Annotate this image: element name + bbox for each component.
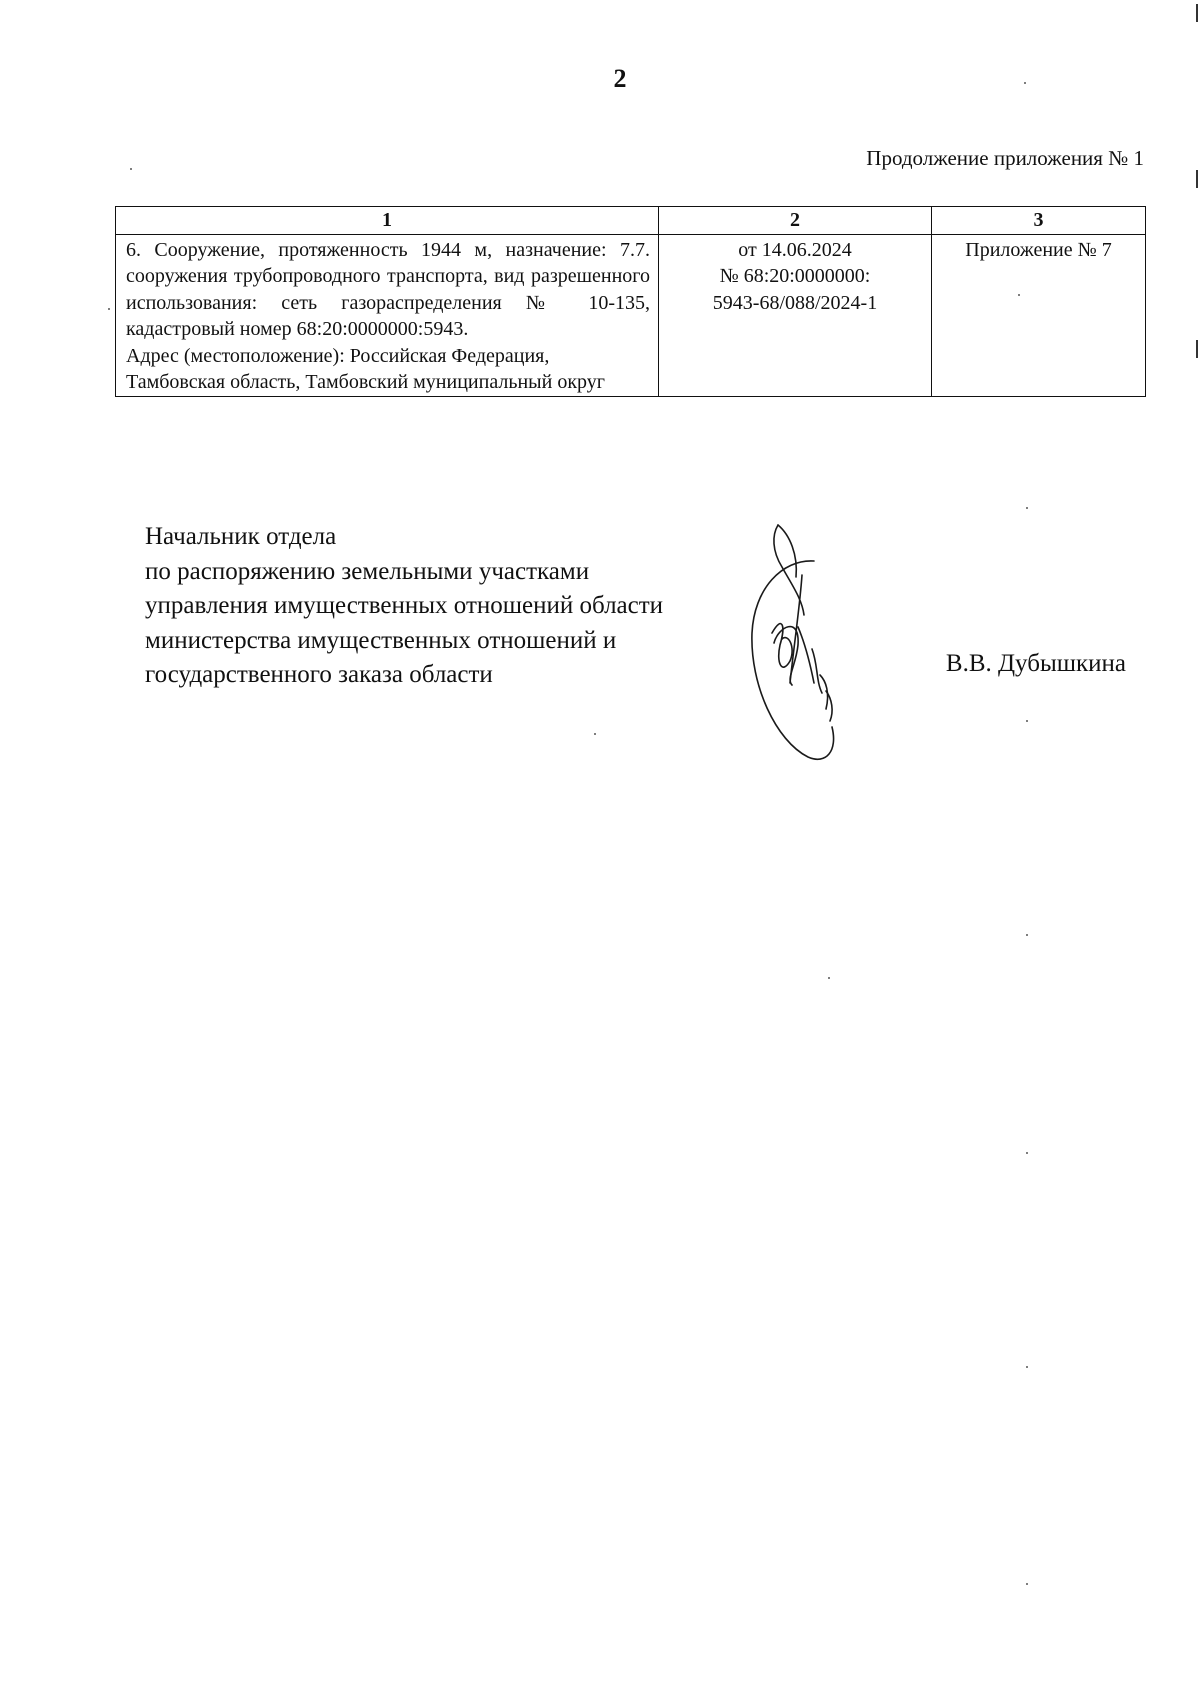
- position-line-3: управления имущественных отношений области: [145, 592, 664, 619]
- object-description: 6. Сооружение, протяженность 1944 м, назначение: 7.7. сооружения трубопроводного транспорта, вид разрешенного использования: сеть газораспределения № 10-135, кадастровый номер 68:20:0000000:5943.: [126, 238, 650, 340]
- scan-speck: [594, 733, 596, 735]
- object-address: Адрес (местоположение): Российская Федерация, Тамбовская область, Тамбовский муниципальный округ: [126, 344, 605, 393]
- continuation-header: Продолжение приложения № 1: [866, 146, 1144, 170]
- column-header-1: 1: [116, 207, 659, 235]
- scan-edge-mark: [1196, 340, 1198, 358]
- object-description-cell: [116, 234, 659, 396]
- position-line-4: министерства имущественных отношений и: [145, 626, 617, 654]
- page-number: 2: [613, 64, 627, 93]
- column-header-2: 2: [659, 207, 932, 235]
- scan-speck: [828, 977, 830, 979]
- signatory-position: [145, 520, 663, 693]
- appendix-reference-cell: Приложение № 7: [932, 234, 1146, 396]
- scan-speck: [1026, 934, 1028, 936]
- registration-number-part1: № 68:20:0000000:: [719, 265, 871, 287]
- scan-edge-mark: [1196, 170, 1198, 188]
- scan-speck: [1026, 1152, 1028, 1154]
- position-line-1: Начальник отдела: [145, 523, 337, 550]
- scan-speck: [1018, 294, 1020, 296]
- table-header-row: [116, 207, 1146, 235]
- appendix-table: [115, 206, 1146, 397]
- table-row: [116, 234, 1146, 396]
- handwritten-signature: [742, 515, 862, 770]
- scan-edge-mark: [1196, 4, 1198, 22]
- signer-name: В.В. Дубышкина: [945, 650, 1126, 677]
- column-header-3: 3: [932, 207, 1146, 235]
- scan-speck: [1026, 1366, 1028, 1368]
- scan-speck: [1026, 507, 1028, 509]
- position-line-5: государственного заказа области: [145, 661, 493, 688]
- scan-speck: [130, 168, 132, 170]
- registration-cell: [659, 234, 932, 396]
- scan-speck: [1024, 82, 1026, 84]
- scan-speck: [108, 308, 110, 310]
- registration-number-part2: 5943-68/088/2024-1: [712, 291, 878, 314]
- scan-speck: [1026, 1583, 1028, 1585]
- position-line-2: по распоряжению земельными участками: [145, 557, 590, 585]
- registration-date: от 14.06.2024: [738, 238, 852, 261]
- scan-speck: [1026, 720, 1028, 722]
